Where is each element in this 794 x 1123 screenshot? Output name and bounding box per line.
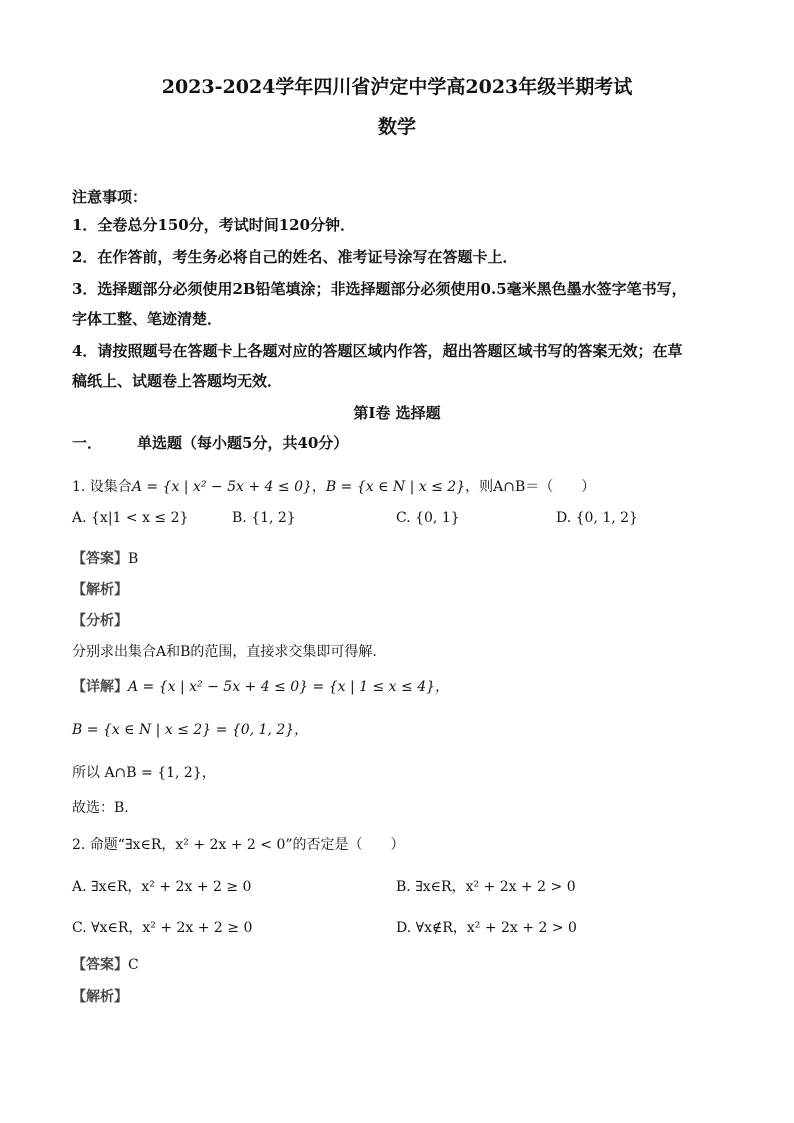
subject-title: 数学	[377, 116, 416, 138]
q1-detail-line-1	[72, 676, 449, 696]
q2-analysis-tag: 【解析】	[72, 989, 128, 1005]
note-item-4-line1: 4．请按照题号在答题卡上各题对应的答题区域内作答，超出答题区域书写的答案无效；在草	[72, 342, 683, 360]
part-title: 单选题（每小题5分，共40分）	[137, 434, 349, 452]
q2-answer-line	[72, 954, 139, 974]
q1-detail-line-2: B = {x ∈ N | x ≤ 2} = {0, 1, 2}，	[72, 722, 309, 738]
q2-option-d: D. ∀x∉R，x² + 2x + 2 > 0	[396, 920, 577, 936]
part-number: 一．	[72, 434, 103, 452]
note-item-4-line2: 稿纸上、试题卷上答题均无效．	[72, 372, 283, 390]
q1-comma: ，	[311, 479, 326, 495]
q2-stem: 2. 命题“∃x∈R，x² + 2x + 2 < 0”的否定是（ ）	[72, 837, 405, 853]
q1-stem-prefix: 1. 设集合	[72, 479, 132, 495]
volume-heading: 第Ⅰ卷 选择题	[353, 404, 441, 422]
q2-answer-tag: 【答案】	[72, 957, 128, 973]
q2-option-a: A. ∃x∈R，x² + 2x + 2 ≥ 0	[72, 879, 252, 895]
q1-stem-suffix: ，则A∩B＝（ ）	[465, 479, 596, 495]
q2-option-c: C. ∀x∈R，x² + 2x + 2 ≥ 0	[72, 920, 253, 936]
q1-option-b: B. {1, 2}	[232, 510, 296, 526]
q1-detail-text-1: A = {x | x² − 5x + 4 ≤ 0} = {x | 1 ≤ x ≤ 4}，	[128, 679, 450, 695]
notes-heading: 注意事项：	[72, 188, 148, 206]
q1-stem	[72, 476, 595, 496]
q1-answer-tag: 【答案】	[72, 551, 128, 567]
q1-analysis-tag: 【解析】	[72, 582, 128, 598]
q1-fenxi-tag: 【分析】	[72, 613, 128, 629]
q1-detail-tag: 【详解】	[72, 679, 128, 695]
q1-option-c: C. {0, 1}	[396, 510, 460, 526]
note-item-1: 1．全卷总分150分，考试时间120分钟．	[72, 216, 356, 234]
q2-option-b: B. ∃x∈R，x² + 2x + 2 > 0	[396, 879, 576, 895]
q1-detail-line-3: 所以 A∩B = {1, 2}，	[72, 765, 216, 781]
q1-answer-line	[72, 548, 138, 568]
note-item-3-line1: 3．选择题部分必须使用2B铅笔填涂；非选择题部分必须使用0.5毫米黑色墨水签字笔书写，	[72, 280, 687, 298]
exam-title: 2023-2024学年四川省泸定中学高2023年级半期考试	[161, 76, 633, 98]
q1-answer: B	[128, 551, 139, 567]
q2-answer: C	[128, 957, 139, 973]
q1-option-d: D. {0, 1, 2}	[556, 510, 638, 526]
q1-set-a: A = {x | x² − 5x + 4 ≤ 0}	[131, 479, 312, 495]
q1-fenxi-text: 分别求出集合A和B的范围，直接求交集即可得解.	[72, 644, 377, 660]
note-item-3-line2: 字体工整、笔迹清楚．	[72, 310, 223, 328]
q1-option-a: A. {x|1 < x ≤ 2}	[72, 510, 189, 526]
q1-detail-line-4: 故选：B.	[72, 800, 129, 816]
q1-set-b: B = {x ∈ N | x ≤ 2}	[325, 479, 466, 495]
note-item-2: 2．在作答前，考生务必将自己的姓名、准考证号涂写在答题卡上．	[72, 248, 518, 266]
